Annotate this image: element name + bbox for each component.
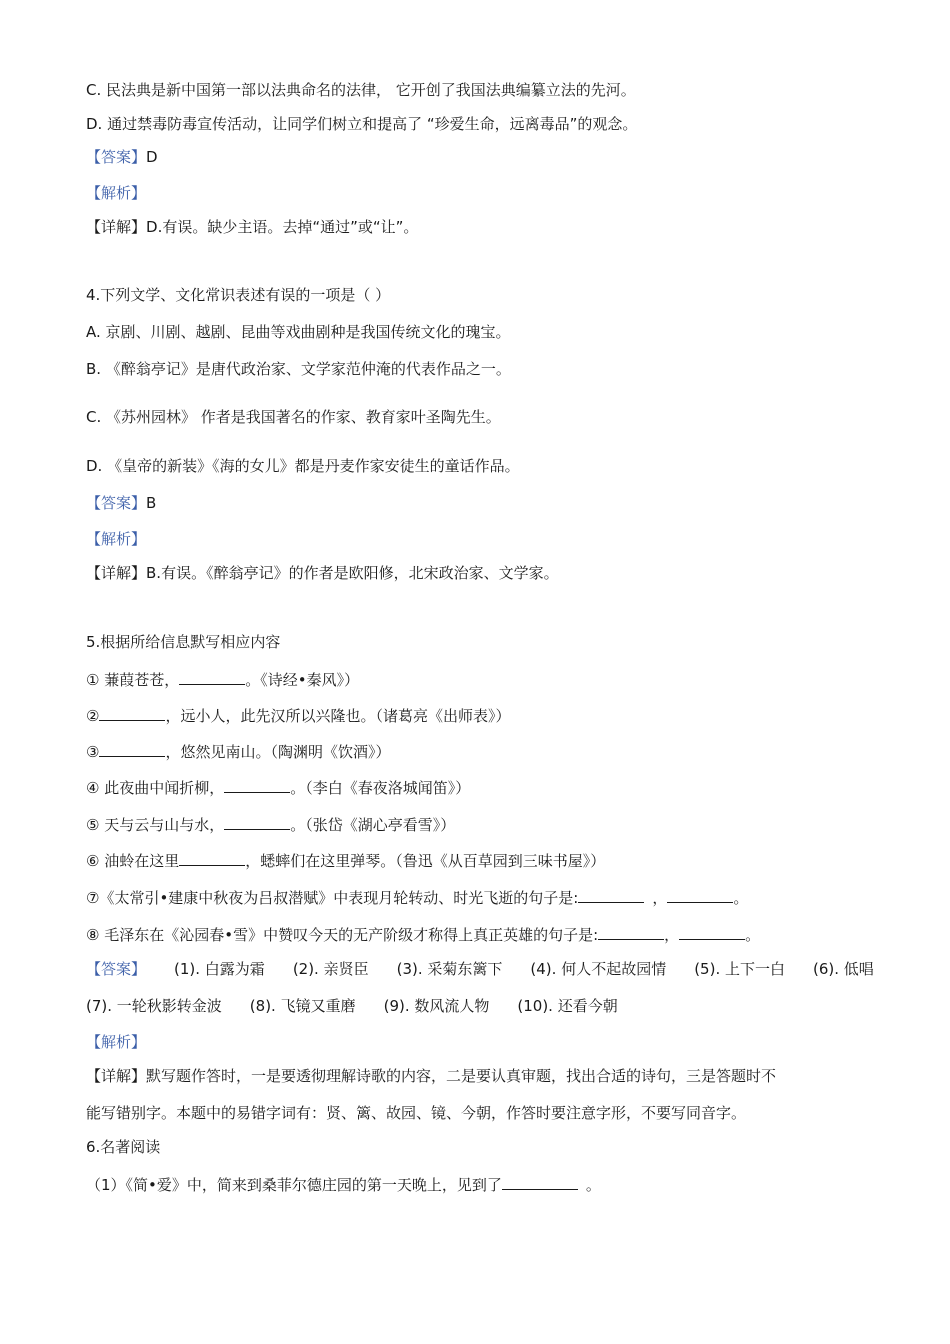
fill-blank	[224, 813, 290, 830]
detail-text: B.有误。《醉翁亭记》的作者是欧阳修，北宋政治家、文学家。	[146, 564, 559, 582]
q3-option-c: C. 民法典是新中国第一部以法典命名的法律， 它开创了我国法典编纂立法的先河。	[86, 81, 636, 99]
item-text: ⑤ 天与云与山与水，	[86, 816, 225, 834]
item-text: ，悠然见南山。（陶渊明《饮酒》）	[165, 743, 391, 761]
q5-item-6	[86, 849, 605, 871]
q5-answer-line-2	[86, 996, 618, 1016]
item-text: ，远小人，此先汉所以兴隆也。（诸葛亮《出师表》）	[165, 707, 511, 725]
item-text: ，蟋蟀们在这里弹琴。（鲁迅《从百草园到三味书屋》）	[245, 852, 606, 870]
item-text: （1）《简•爱》中，简来到桑菲尔德庄园的第一天晚上，见到了	[86, 1176, 502, 1194]
detail-text: 默写题作答时，一是要透彻理解诗歌的内容，二是要认真审题，找出合适的诗句，三是答题时不	[146, 1067, 777, 1085]
q4-option-c: C. 《苏州园林》 作者是我国著名的作家、教育家叶圣陶先生。	[86, 408, 501, 426]
q6-question: 6.名著阅读	[86, 1138, 161, 1156]
q3-answer	[86, 147, 158, 167]
fill-blank	[502, 1173, 578, 1190]
fill-blank	[99, 740, 165, 757]
q5-item-5	[86, 813, 455, 835]
item-text: ④ 此夜曲中闻折柳，	[86, 779, 225, 797]
item-text: 。《诗经•秦风》）	[245, 671, 360, 689]
q4-option-a: A. 京剧、川剧、越剧、昆曲等戏曲剧种是我国传统文化的瑰宝。	[86, 323, 511, 341]
q4-answer	[86, 493, 156, 513]
detail-text: D.有误。缺少主语。去掉“通过”或“让”。	[146, 218, 419, 236]
item-text: ⑧ 毛泽东在《沁园春•雪》中赞叹今天的无产阶级才称得上真正英雄的句子是:	[86, 926, 599, 944]
q5-analysis-tag: 【解析】	[86, 1033, 147, 1051]
detail-tag: 【详解】	[86, 564, 147, 582]
fill-blank	[598, 923, 664, 940]
q5-item-8	[86, 923, 760, 945]
q5-question: 5.根据所给信息默写相应内容	[86, 633, 281, 651]
q6-sub-1	[86, 1173, 601, 1195]
item-text: 。（李白《春夜洛城闻笛》）	[290, 779, 471, 797]
q4-option-b: B. 《醉翁亭记》是唐代政治家、文学家范仲淹的代表作品之一。	[86, 360, 511, 378]
fill-blank	[179, 849, 245, 866]
q3-option-d: D. 通过禁毒防毒宣传活动，让同学们树立和提高了 “珍爱生命，远离毒品”的观念。	[86, 115, 638, 133]
answer-item: (8). 飞镜又重磨	[249, 997, 356, 1015]
item-text: ③	[86, 743, 100, 761]
answer-item: (5). 上下一白	[694, 960, 785, 978]
q5-answer-line-1	[86, 959, 874, 979]
item-text: 。	[733, 889, 749, 907]
item-text: ① 蒹葭苍苍，	[86, 671, 180, 689]
q4-option-d: D. 《皇帝的新装》《海的女儿》都是丹麦作家安徒生的童话作品。	[86, 457, 520, 475]
item-text: 。（张岱《湖心亭看雪》）	[290, 816, 456, 834]
fill-blank	[679, 923, 745, 940]
answer-tag: 【答案】	[86, 960, 147, 978]
item-text: 。	[745, 926, 761, 944]
answer-item: (9). 数风流人物	[383, 997, 490, 1015]
detail-tag: 【详解】	[86, 1067, 147, 1085]
q5-item-2	[86, 704, 510, 726]
answer-item: (10). 还看今朝	[517, 997, 618, 1015]
q4-question: 4.下列文学、文化常识表述有误的一项是（ ）	[86, 286, 391, 304]
item-text: ⑥ 油蛉在这里	[86, 852, 180, 870]
item-text: ⑦《太常引•建康中秋夜为吕叔潜赋》中表现月轮转动、时光飞逝的句子是:	[86, 889, 579, 907]
q3-detail	[86, 217, 418, 237]
q5-item-4	[86, 776, 470, 798]
q5-item-1	[86, 668, 359, 690]
answer-item: (7). 一轮秋影转金波	[86, 997, 222, 1015]
item-text: ②	[86, 707, 100, 725]
answer-item: (2). 亲贤臣	[292, 960, 369, 978]
item-text: ，	[664, 926, 680, 944]
q5-detail-line-1	[86, 1066, 776, 1086]
answer-tag: 【答案】	[86, 494, 147, 512]
q4-analysis-tag: 【解析】	[86, 530, 147, 548]
answer-item: (4). 何人不起故园情	[530, 960, 667, 978]
fill-blank	[578, 886, 644, 903]
fill-blank	[224, 776, 290, 793]
q5-detail-line-2: 能写错别字。本题中的易错字词有：贤、篱、故园、镜、今朝，作答时要注意字形，不要写同音字。	[86, 1104, 747, 1122]
detail-tag: 【详解】	[86, 218, 147, 236]
answer-tag: 【答案】	[86, 148, 147, 166]
answer-item: (1). 白露为霜	[174, 960, 265, 978]
fill-blank	[667, 886, 733, 903]
answer-item: (6). 低唱	[813, 960, 874, 978]
fill-blank	[99, 704, 165, 721]
item-text: ，	[652, 889, 668, 907]
q5-item-7	[86, 886, 748, 908]
fill-blank	[179, 668, 245, 685]
q4-detail	[86, 563, 559, 583]
item-text: 。	[585, 1176, 601, 1194]
answer-item: (3). 采菊东篱下	[396, 960, 503, 978]
q5-item-3	[86, 740, 390, 762]
answer-value: B	[146, 494, 157, 512]
q3-analysis-tag: 【解析】	[86, 184, 147, 202]
answer-value: D	[146, 148, 158, 166]
